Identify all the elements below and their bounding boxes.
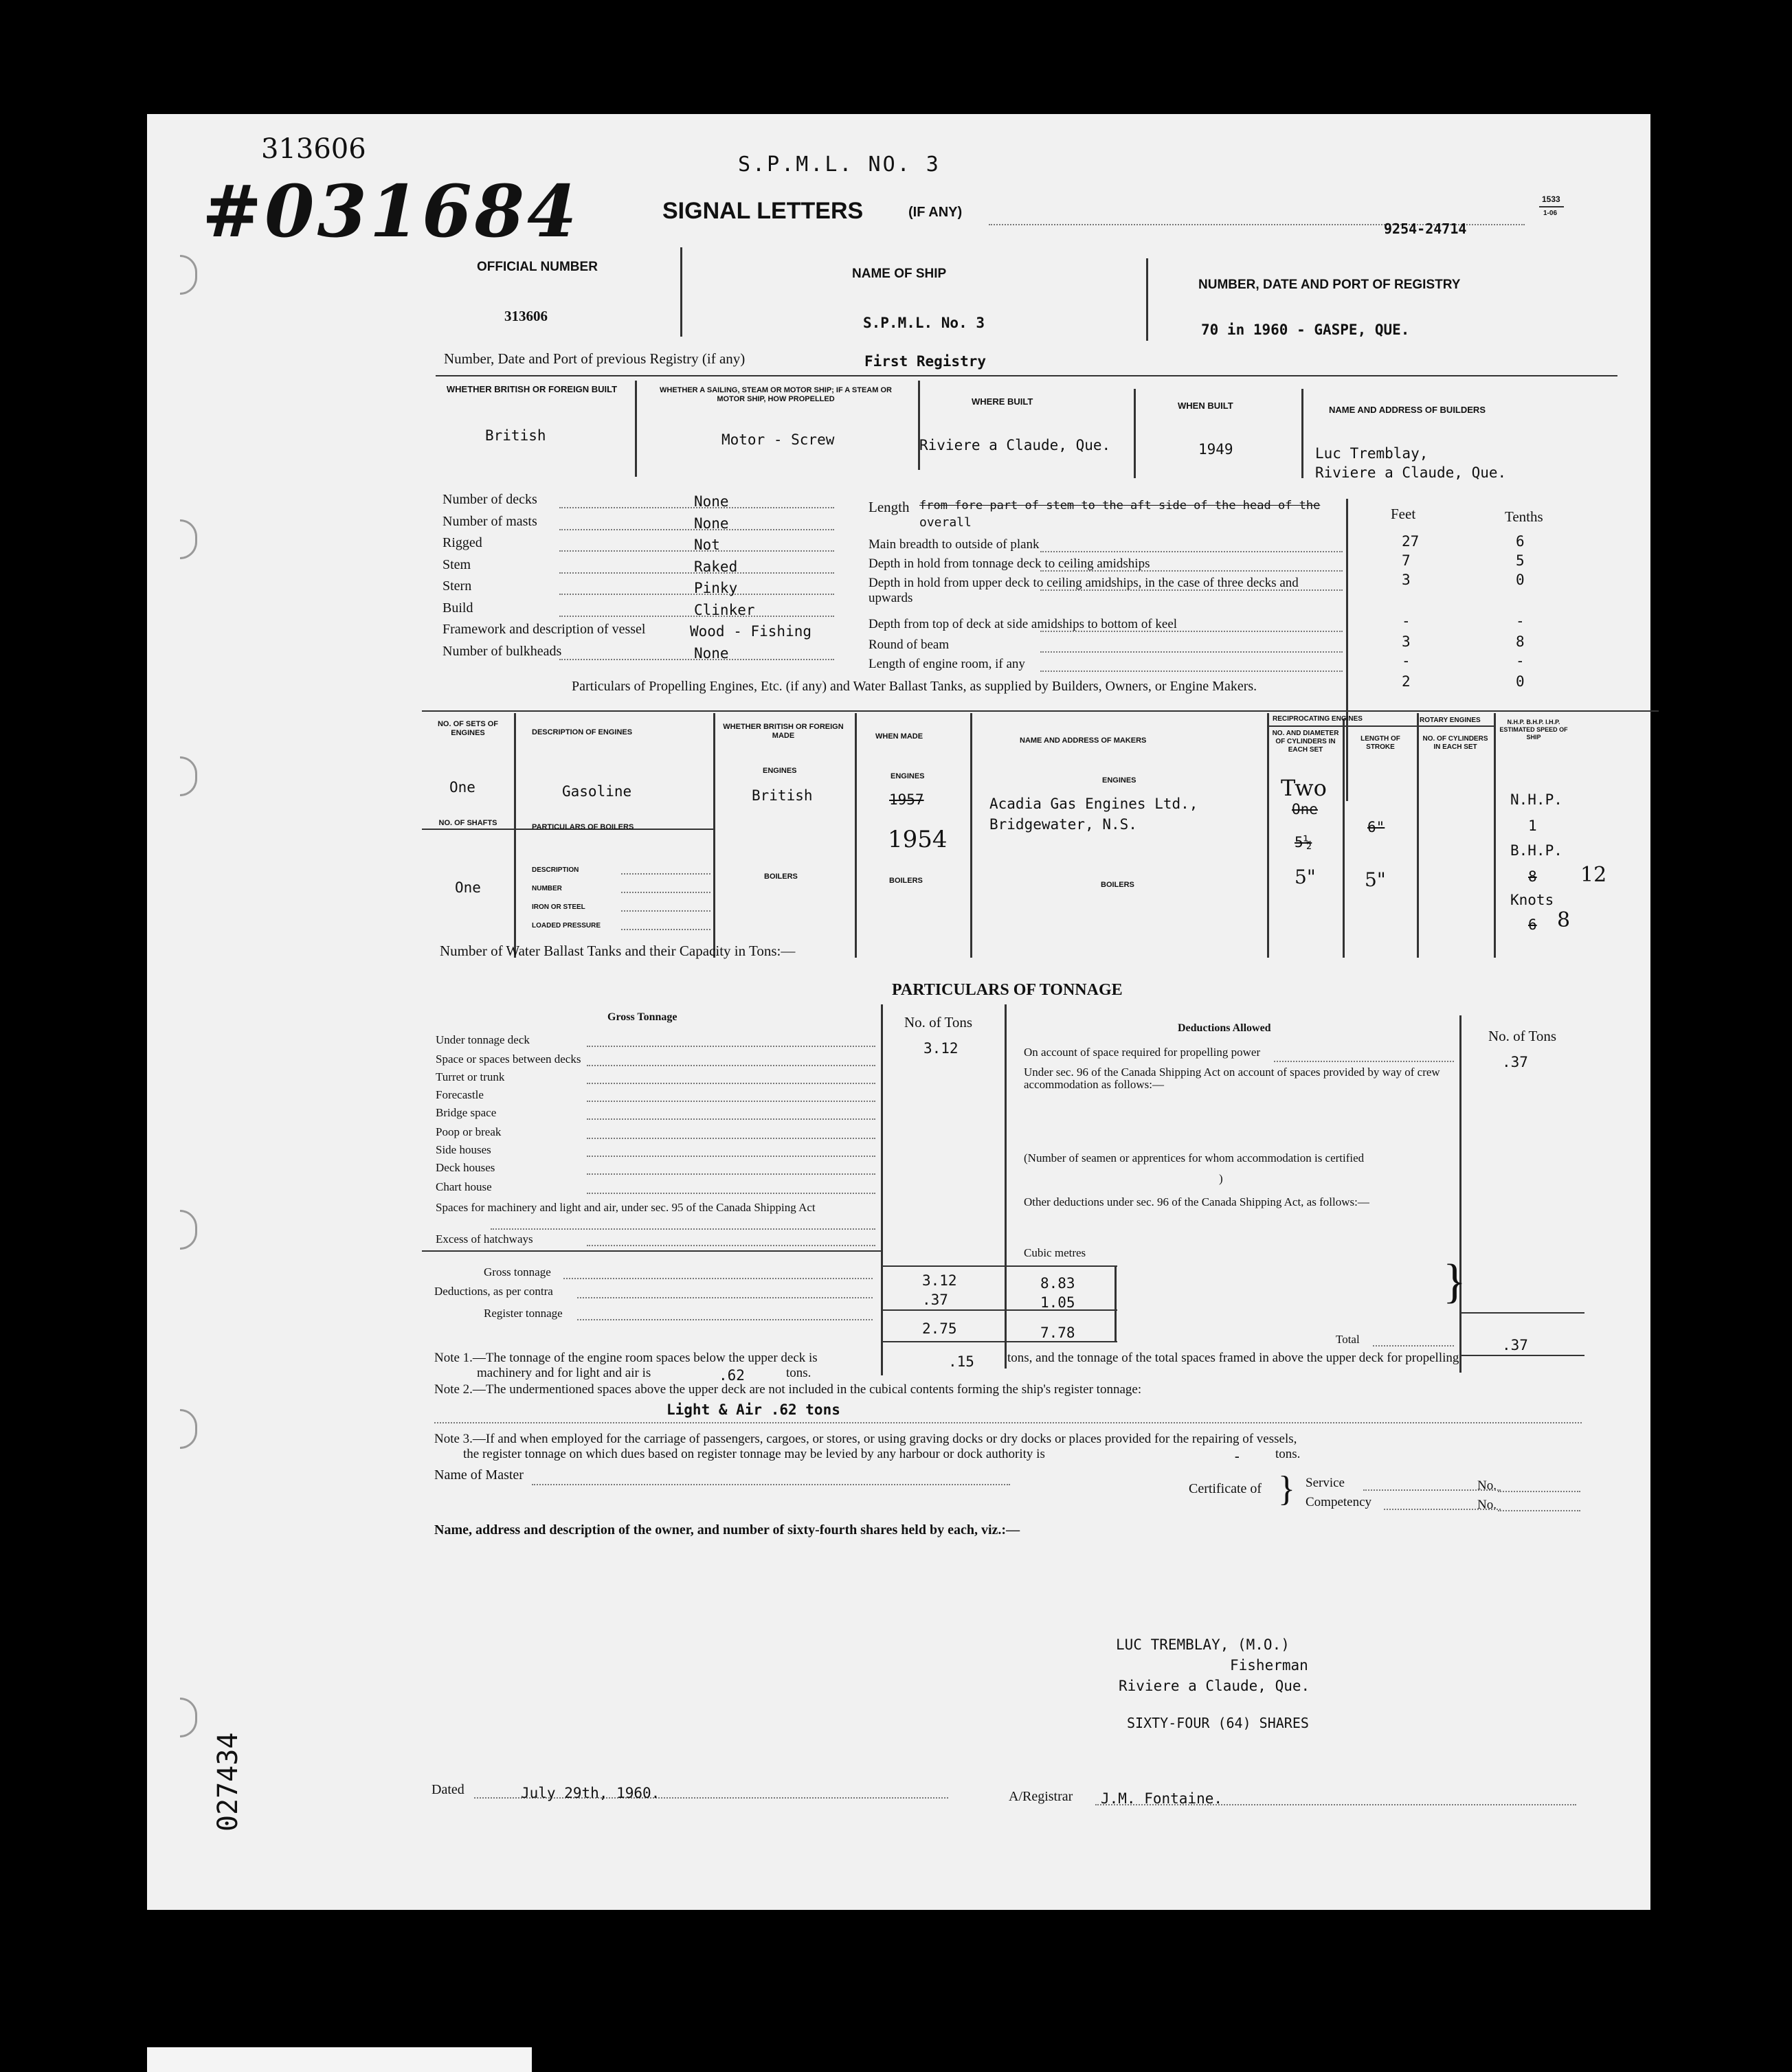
rotary-cylinders-label: NO. OF CYLINDERS IN EACH SET	[1422, 735, 1488, 751]
nhp-label: N.H.P.	[1510, 791, 1563, 808]
service-no-label: No.	[1477, 1478, 1497, 1493]
particular-label: Framework and description of vessel	[443, 622, 646, 637]
gross-row-label: Space or spaces between decks	[436, 1052, 581, 1066]
note1-text-c: machinery and for light and air is	[477, 1366, 651, 1380]
sets-value: One	[449, 779, 475, 796]
boilers-word-2: BOILERS	[889, 877, 923, 885]
note3-text-a: Note 3.—If and when employed for the carriage of passengers, cargoes, or stores, or using graving docks or dry docks or places provided for the repairing of vessels,	[434, 1432, 1297, 1446]
dimension-leader	[1040, 570, 1343, 572]
signal-letters-note: (IF ANY)	[908, 205, 963, 220]
length-label: Length	[869, 499, 910, 515]
service-label: Service	[1306, 1476, 1345, 1490]
dimension-feet: 7	[1402, 552, 1411, 569]
particular-value: Raked	[694, 558, 738, 575]
particular-value: Wood - Fishing	[690, 623, 812, 640]
dimension-label: Depth in hold from upper deck to ceiling amidships, in the case of three decks and upwards	[869, 576, 1299, 605]
file-number: 313606	[261, 133, 366, 165]
when-made-struck: 1957	[889, 791, 924, 808]
competency-no-label: No.	[1477, 1498, 1497, 1512]
boilers-label: PARTICULARS OF BOILERS	[532, 823, 634, 831]
particular-label: Number of decks	[443, 492, 537, 507]
tonnage-title: PARTICULARS OF TONNAGE	[892, 981, 1123, 999]
particular-value: Pinky	[694, 580, 738, 596]
deduction-line3: (Number of seamen or apprentices for whom accommodation is certified	[1024, 1151, 1365, 1164]
deduction-line2: Under sec. 96 of the Canada Shipping Act on account of spaces provided by way of crew accommodation as follows:—	[1024, 1066, 1440, 1091]
british-made-label: WHETHER BRITISH OR FOREIGN MADE	[723, 723, 844, 740]
particular-value: None	[694, 515, 729, 532]
owner-label: Name, address and description of the owner, and number of sixty-fourth shares held by each, viz.:—	[434, 1522, 1020, 1538]
dimension-label: Length of engine room, if any	[869, 657, 1025, 671]
dimension-feet: -	[1402, 613, 1411, 629]
dimension-label: Round of beam	[869, 638, 950, 652]
stroke-label: LENGTH OF STROKE	[1360, 735, 1400, 751]
deductions-contra-label: Deductions, as per contra	[434, 1285, 553, 1298]
gross-row-leader	[587, 1156, 875, 1157]
dimension-tenths: 8	[1516, 633, 1525, 650]
makers-line2: Bridgewater, N.S.	[989, 816, 1137, 833]
name-of-ship: S.P.M.L. No. 3	[863, 315, 985, 331]
dimension-feet: 2	[1402, 673, 1411, 690]
engines-word-2: ENGINES	[891, 772, 925, 780]
particular-label: Number of bulkheads	[443, 643, 562, 659]
official-number: 313606	[504, 308, 548, 324]
stroke-struck: 6"	[1367, 819, 1385, 835]
gross-row-leader	[491, 1228, 875, 1230]
particular-value: None	[694, 644, 729, 662]
register-cubic: 7.78	[1040, 1325, 1075, 1341]
boiler-field-label: NUMBER	[532, 885, 562, 892]
deductions-tons: .37	[922, 1292, 948, 1308]
dimension-label: Depth from top of deck at side amidships to bottom of keel	[869, 617, 1178, 631]
ballast-label: Number of Water Ballast Tanks and their Capacity in Tons:—	[440, 943, 796, 959]
shafts-value: One	[455, 879, 481, 896]
ship-code: S.P.M.L. NO. 3	[738, 153, 941, 177]
dimension-leader	[1040, 671, 1343, 672]
punch-hole	[180, 756, 197, 796]
gross-row-leader	[587, 1065, 875, 1066]
register-tonnage-label: Register tonnage	[484, 1307, 563, 1320]
competency-label: Competency	[1306, 1495, 1372, 1509]
propelled-label: WHETHER A SAILING, STEAM OR MOTOR SHIP; IF A STEAM OR MOTOR SHIP, HOW PROPELLED	[660, 386, 892, 403]
gross-tonnage-row-label: Gross tonnage	[484, 1265, 551, 1279]
note2-value: Light & Air .62 tons	[667, 1401, 840, 1418]
previous-registry-value: First Registry	[864, 353, 987, 370]
particular-value: Not	[694, 537, 720, 553]
dimension-tenths: 5	[1516, 552, 1525, 569]
bhp-new: 12	[1580, 863, 1607, 887]
label-strip	[147, 2047, 532, 2072]
register-document: 313606 #031684 027434 S.P.M.L. NO. 3 SIGNAL LETTERS (IF ANY) 9254-24714 1533 1-06 OFFICIAL NUMBER 313606 NAME OF SHIP S.P.M.L. No. 3 NUMBER, DATE AND PORT OF REGISTRY 70 in 1960 - GASPE, QUE. Number, Date and Port of previous Registry (if any) First Registry WHETHER BRITISH OR FOREIGN BUILT British WHETHER A SAILING, STEAM OR MOTOR SHIP; IF A STEAM OR MOTOR SHIP, HOW PROPELLED Motor - Screw WHERE BUILT Riviere a Claude, Que. WHEN BUILT 1949 NAME AND ADDRESS OF BUILDERS Luc Tremblay, Riviere a Claude, Que. Number of decks None Number of masts None Rigged Not Stem Raked Stern Pinky Build Clinker Framework and description of vessel Wood - Fishing Number of bulkheads None Feet Tenths Length from fore part of stem to the aft side of the head of the overall Main breadth to outside of plank 27 6 Depth in hold from tonnage deck to ceiling amidships 7 5 Depth in hold from upper deck to ceiling amidships, in the case of three decks and upwards 3 0 Depth from top of deck at side amidships to bottom of keel - - Round of beam 3 8 Length of engine room, if any - - 2 0 Particulars of Propelling Engines, Etc. (if any) and Water Ballast Tanks, as supplied by Builders, Owners, or Engine Makers. NO. OF SETS OF ENGINES DESCRIPTION OF ENGINES WHETHER BRITISH OR FOREIGN MADE WHEN MADE NAME AND ADDRESS OF MAKERS RECIPROCATING ENGINES ROTARY ENGINES NO. AND DIAMETER OF CYLINDERS IN EACH SET LENGTH OF STROKE NO. OF CYLINDERS IN EACH SET N.H.P. B.H.P. I.H.P. ESTIMATED SPEED OF SHIP ENGINES ENGINES ENGINES One Gasoline British 1957 1954 Acadia Gas Engines Ltd., Bridgewater, N.S. Two One 5½ 5" 6" 5" N.H.P. 1 B.H.P. 8 12 Knots 6 8 NO. OF SHAFTS PARTICULARS OF BOILERS One DESCRIPTION NUMBER IRON OR STEEL LOADED PRESSURE BOILERS BOILERS BOILERS Number of Water Ballast Tanks and their Capacity in Tons:— PARTICULARS OF TONNAGE Gross Tonnage No. of Tons Deductions Allowed No. of Tons Under tonnage deck Space or spaces between decks Turret or trunk Forecastle Bridge space Poop or break Side houses Deck houses Chart house Spaces for machinery and light and air, under sec. 95 of the Canada Shipping Act Excess of hatchways 3.12 On account of space required for propelling power .37 Under sec. 96 of the Canada Shipping Act on account of spaces provided by way of crew accommodation as follows:— (Number of seamen or apprentices for whom accommodation is certified ) Other deductions under sec. 96 of the Canada Shipping Act, as follows:— Cubic metres Gross tonnage 3.12 8.83 Deductions, as per contra .37 1.05 Register tonnage 2.75 7.78 } Total .37 Note 1.—The tonnage of the engine room spaces below the upper deck is .15 tons, and the tonnage of the total spaces framed in above the upper deck for propelling machinery and for light and air is .62 tons. Note 2.—The undermentioned spaces above the upper deck are not included in the cubical contents forming the ship's register tonnage: Light & Air .62 tons Note 3.—If and when employed for the carriage of passengers, cargoes, or stores, or using graving docks or dry docks or places provided for the repairing of vessels, the register tonnage on which dues based on register tonnage may be levied by any harbour or dock authority is - tons. Name of Master Certificate of } Service No. Competency No. Name, address and description of the owner, and number of sixty-fourth shares held by each, viz.:— LUC TREMBLAY, (M.O.) Fisherman Riviere a Claude, Que. SIXTY-FOUR (64) SHARES Dated July 29th, 1960. A/Registrar J.M. Fontaine.	[147, 114, 1650, 1910]
gross-row-leader	[587, 1118, 875, 1120]
particular-label: Build	[443, 600, 473, 616]
builder-line1: Luc Tremblay,	[1315, 445, 1429, 462]
makers-label: NAME AND ADDRESS OF MAKERS	[1020, 736, 1147, 745]
boilers-word-3: BOILERS	[1101, 881, 1134, 889]
gross-row-leader	[587, 1083, 875, 1084]
knots-label: Knots	[1510, 892, 1554, 908]
punch-hole	[180, 1698, 197, 1737]
builder-line2: Riviere a Claude, Que.	[1315, 464, 1507, 481]
dimension-leader	[1040, 651, 1343, 653]
boilers-word: BOILERS	[764, 872, 798, 881]
certificate-label: Certificate of	[1189, 1481, 1262, 1496]
dimension-tenths: -	[1516, 653, 1525, 669]
where-built-value: Riviere a Claude, Que.	[919, 437, 1111, 453]
dimension-feet: -	[1402, 653, 1411, 669]
dimension-tenths: 0	[1516, 572, 1525, 588]
note1-text-d: tons.	[786, 1366, 811, 1380]
no-tons-label-2: No. of Tons	[1488, 1028, 1557, 1044]
boiler-field-label: LOADED PRESSURE	[532, 922, 601, 930]
note1-value1: .15	[948, 1353, 974, 1370]
punch-hole	[180, 1409, 197, 1449]
name-of-ship-label: NAME OF SHIP	[852, 267, 947, 281]
shafts-label: NO. OF SHAFTS	[438, 819, 497, 827]
when-made-value: 1954	[888, 826, 948, 853]
cylinders-value: Two	[1281, 775, 1327, 801]
when-made-label: WHEN MADE	[875, 732, 923, 741]
cylinders-label: NO. AND DIAMETER OF CYLINDERS IN EACH SET	[1272, 730, 1339, 754]
deduction-value1: .37	[1502, 1054, 1528, 1070]
stroke-new: 5"	[1365, 868, 1386, 891]
cylinders-struck: One	[1292, 801, 1318, 818]
punch-hole	[180, 519, 197, 559]
registrar-value: J.M. Fontaine.	[1101, 1790, 1223, 1807]
previous-registry-label: Number, Date and Port of previous Registry (if any)	[444, 350, 746, 367]
dimension-feet: 3	[1402, 633, 1411, 650]
british-built-value: British	[485, 427, 546, 444]
deductions-label: Deductions Allowed	[1178, 1022, 1271, 1034]
tenths-label: Tenths	[1505, 508, 1543, 525]
makers-line1: Acadia Gas Engines Ltd.,	[989, 796, 1198, 812]
builder-label: NAME AND ADDRESS OF BUILDERS	[1329, 405, 1486, 415]
owner-name: LUC TREMBLAY, (M.O.)	[1116, 1636, 1290, 1653]
engines-word: ENGINES	[763, 767, 797, 775]
gross-row-leader	[587, 1245, 875, 1246]
gross-row-label: Side houses	[436, 1143, 491, 1156]
note1-text-a: Note 1.—The tonnage of the engine room spaces below the upper deck is	[434, 1351, 818, 1365]
total-value: .37	[1502, 1337, 1528, 1353]
gross-row-label: Deck houses	[436, 1161, 495, 1174]
gross-row-label: Spaces for machinery and light and air, under sec. 95 of the Canada Shipping Act	[436, 1201, 816, 1214]
bhp-struck: 8	[1528, 868, 1537, 885]
gross-row-label: Turret or trunk	[436, 1070, 505, 1083]
boiler-field-leader	[621, 873, 710, 875]
owner-shares: SIXTY-FOUR (64) SHARES	[1127, 1715, 1309, 1731]
gross-row-label: Excess of hatchways	[436, 1232, 533, 1246]
hp-label: N.H.P. B.H.P. I.H.P. ESTIMATED SPEED OF SHIP	[1499, 719, 1568, 741]
corner-code-bottom: 1-06	[1543, 210, 1558, 217]
gross-row-label: Bridge space	[436, 1106, 497, 1119]
form-code: 9254-24714	[1384, 221, 1467, 237]
sets-label: NO. OF SETS OF ENGINES	[437, 720, 498, 737]
engines-title: Particulars of Propelling Engines, Etc. (if any) and Water Ballast Tanks, as supplied by Builders, Owners, or Engine Makers.	[572, 679, 1257, 694]
gross-row-leader	[587, 1138, 875, 1139]
particular-label: Rigged	[443, 535, 482, 550]
dimension-tenths: -	[1516, 613, 1525, 629]
registry-label: NUMBER, DATE AND PORT OF REGISTRY	[1198, 278, 1461, 292]
length-note: overall	[919, 515, 972, 530]
punch-hole	[180, 1210, 197, 1250]
gross-cubic: 8.83	[1040, 1275, 1075, 1292]
deduction-line4: Other deductions under sec. 96 of the Canada Shipping Act, as follows:—	[1024, 1195, 1369, 1208]
gross-row-leader	[587, 1046, 875, 1047]
when-built-label: WHEN BUILT	[1178, 401, 1233, 411]
where-built-label: WHERE BUILT	[972, 396, 1033, 407]
dimension-leader	[1040, 631, 1343, 632]
gross-tonnage-label: Gross Tonnage	[607, 1011, 677, 1023]
no-tons-label: No. of Tons	[904, 1014, 973, 1031]
deduction-line1: On account of space required for propelling power	[1024, 1046, 1261, 1059]
dimension-tenths: 0	[1516, 673, 1525, 690]
particular-value: None	[694, 493, 729, 510]
dated-label: Dated	[432, 1782, 464, 1797]
gross-row-label: Forecastle	[436, 1088, 484, 1101]
gross-row-leader	[587, 1101, 875, 1102]
owner-address: Riviere a Claude, Que.	[1119, 1678, 1310, 1694]
corner-code-top: 1533	[1542, 194, 1560, 204]
knots-struck: 6	[1528, 916, 1537, 933]
deductions-cubic: 1.05	[1040, 1294, 1075, 1311]
particular-label: Number of masts	[443, 513, 537, 529]
nhp-value: 1	[1528, 818, 1537, 834]
note1-value2: .62	[719, 1367, 745, 1384]
feet-label: Feet	[1391, 506, 1416, 522]
cubic-label: Cubic metres	[1024, 1246, 1086, 1259]
cylinders-struck-2: 5½	[1295, 834, 1312, 851]
british-made-value: British	[752, 787, 813, 804]
punch-hole	[180, 255, 197, 295]
length-struck-text: from fore part of stem to the aft side of the head of the	[919, 499, 1321, 513]
note1-text-b: tons, and the tonnage of the total spaces framed in above the upper deck for propelling	[1007, 1351, 1459, 1365]
gross-row-label: Poop or break	[436, 1125, 502, 1138]
note3-text-c: tons.	[1275, 1447, 1301, 1461]
cylinders-new: 5"	[1295, 866, 1316, 888]
desc-value: Gasoline	[562, 783, 632, 800]
registrar-label: A/Registrar	[1009, 1789, 1073, 1804]
propelled-value: Motor - Screw	[721, 431, 835, 448]
boiler-field-leader	[621, 892, 710, 893]
boiler-field-label: DESCRIPTION	[532, 866, 579, 874]
particular-label: Stern	[443, 578, 472, 594]
gross-row-leader	[587, 1173, 875, 1175]
boiler-field-label: IRON OR STEEL	[532, 903, 585, 911]
boiler-field-leader	[621, 910, 710, 912]
dimension-leader	[1040, 551, 1343, 552]
rotary-label: ROTARY ENGINES	[1420, 717, 1481, 724]
british-built-label: WHETHER BRITISH OR FOREIGN BUILT	[446, 384, 618, 394]
dimension-label: Main breadth to outside of plank	[869, 537, 1040, 552]
when-built-value: 1949	[1198, 441, 1233, 458]
knots-new: 8	[1557, 908, 1571, 932]
note3-text-b: the register tonnage on which dues based on register tonnage may be levied by any harbour or dock authority is	[463, 1447, 1045, 1461]
register-tons: 2.75	[922, 1320, 957, 1337]
particular-label: Stem	[443, 556, 471, 572]
gross-row-leader	[587, 1193, 875, 1194]
gross-row-label: Chart house	[436, 1180, 492, 1193]
dated-value: July 29th, 1960.	[521, 1785, 660, 1801]
signal-letters-label: SIGNAL LETTERS	[662, 198, 864, 224]
engines-word-3: ENGINES	[1102, 776, 1136, 785]
dimension-leader	[1040, 589, 1343, 591]
bhp-label: B.H.P.	[1510, 842, 1563, 859]
dimension-feet: 27	[1402, 533, 1420, 550]
note2-text: Note 2.—The undermentioned spaces above the upper deck are not included in the cubical contents forming the ship's register tonnage:	[434, 1382, 1142, 1397]
master-label: Name of Master	[434, 1467, 524, 1483]
dimension-feet: 3	[1402, 572, 1411, 588]
stamp-number: 027434	[212, 1732, 244, 1832]
note3-value: -	[1233, 1448, 1242, 1465]
handwritten-number: #031684	[202, 169, 580, 254]
official-number-label: OFFICIAL NUMBER	[477, 260, 598, 274]
dimension-tenths: 6	[1516, 533, 1525, 550]
total-label: Total	[1336, 1333, 1360, 1346]
owner-occupation: Fisherman	[1230, 1657, 1308, 1674]
particular-value: Clinker	[694, 601, 755, 618]
gross-row-label: Under tonnage deck	[436, 1033, 530, 1046]
boiler-field-leader	[621, 929, 710, 930]
recip-label: RECIPROCATING ENGINES	[1273, 715, 1363, 723]
gross-tons: 3.12	[922, 1272, 957, 1289]
registry-value: 70 in 1960 - GASPE, QUE.	[1201, 322, 1410, 338]
under-deck-value: 3.12	[923, 1040, 959, 1057]
dimension-label: Depth in hold from tonnage deck to ceiling amidships	[869, 556, 1150, 571]
desc-label: DESCRIPTION OF ENGINES	[532, 728, 633, 736]
